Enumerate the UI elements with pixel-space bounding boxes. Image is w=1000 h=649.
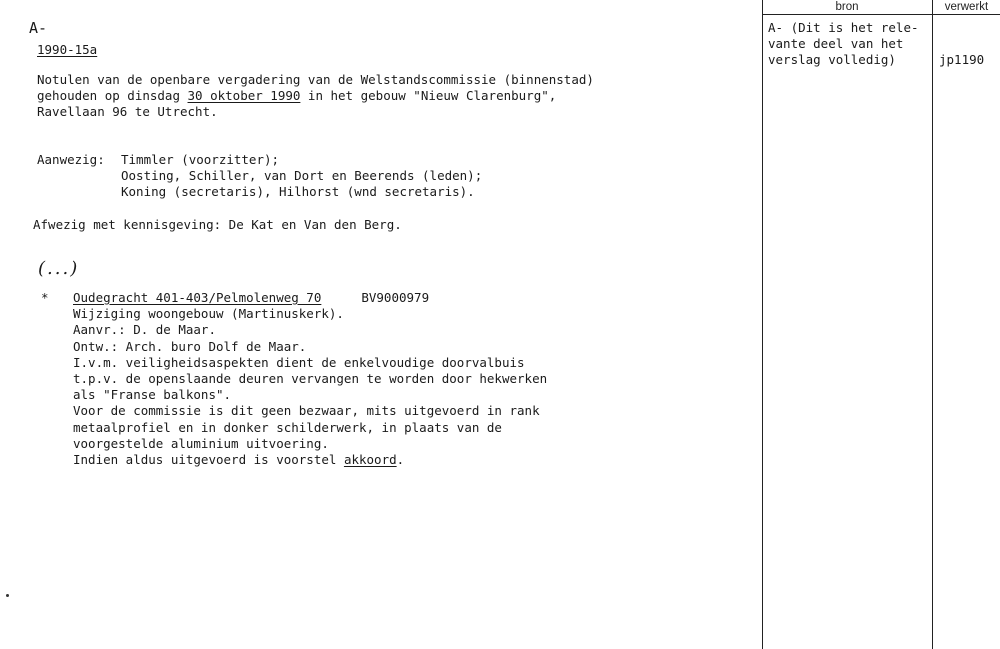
present-line: Timmler (voorzitter); [121,152,280,167]
item-address: Oudegracht 401-403/Pelmolenweg 70 [73,290,322,305]
bron-note [768,20,919,69]
meeting-date: 30 oktober 1990 [187,88,301,104]
item-line: metaalprofiel en in donker schilderwerk, in plaats van de [73,419,502,435]
bron-column-header: bron [835,1,859,13]
item-line: t.p.v. de openslaande deuren vervangen te worden door hekwerken [73,371,548,387]
item-line: Ontw.: Arch. buro Dolf de Maar. [73,338,307,354]
handwritten-ellipsis: (...) [38,258,80,279]
present-label: Aanwezig: [37,152,105,167]
item-line: Voor de commissie is dit geen bezwaar, mits uitgevoerd in rank [73,403,540,419]
item-conclusion [73,452,547,468]
agenda-item [73,290,547,468]
intro-line-2 [37,88,594,104]
conclusion-period: . [396,452,405,468]
intro-line-1: Notulen van de openbare vergadering van de Welstandscommissie (binnenstad) [37,72,594,87]
bron-note-line: A- (Dit is het rele- [768,20,919,35]
conclusion-text: Indien aldus uitgevoerd is voorstel [73,452,344,468]
verwerkt-column-header: verwerkt [944,1,989,13]
item-code: BV9000979 [361,290,430,305]
present-line: Oosting, Schiller, van Dort en Beerends (leden); [121,168,483,184]
verwerkt-column-left-border [932,0,933,649]
verwerkt-note: jp1190 [939,52,985,67]
bron-note-line: verslag volledig) [768,52,896,68]
item-title-line [73,290,547,306]
item-bullet: * [41,290,49,305]
bron-note-line: vante deel van het [768,36,904,52]
item-line: Aanvr.: D. de Maar. [73,322,216,338]
present-list [121,152,482,201]
present-line: Koning (secretaris), Hilhorst (wnd secretaris). [121,184,475,200]
absent-line: Afwezig met kennisgeving: De Kat en Van den Berg. [33,217,402,232]
item-line: I.v.m. veiligheidsaspekten dient de enkelvoudige doorvalbuis [73,354,525,370]
verdict: akkoord [343,452,397,468]
intro-text: gehouden op dinsdag [37,88,188,104]
item-line: als "Franse balkons". [73,387,232,403]
document-marker: A- [29,19,48,37]
item-line: voorgestelde aluminium uitvoering. [73,435,329,451]
intro-paragraph [37,72,594,121]
scan-speck [6,594,9,597]
document-reference: 1990-15a [37,42,98,57]
item-line: Wijziging woongebouw (Martinuskerk). [73,306,344,322]
intro-text: in het gebouw "Nieuw Clarenburg", [300,88,557,104]
column-header-divider [762,14,1000,15]
intro-line-3: Ravellaan 96 te Utrecht. [37,104,218,120]
bron-column-left-border [762,0,763,649]
